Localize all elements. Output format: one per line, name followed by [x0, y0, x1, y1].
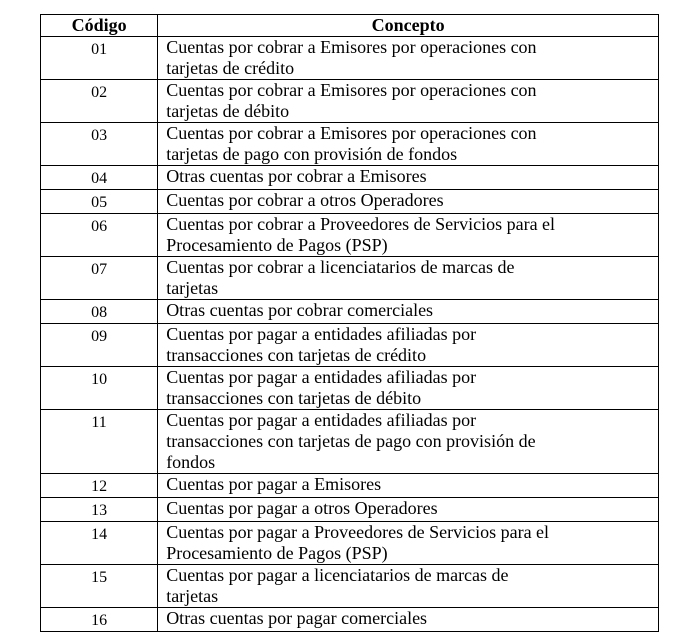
row-code: 14 [41, 522, 158, 565]
row-concept: Cuentas por pagar a entidades afiliadas por transacciones con tarjetas de pago con provisión de fondos [158, 410, 659, 474]
row-code: 09 [41, 324, 158, 367]
table-row [41, 565, 659, 608]
row-concept: Otras cuentas por cobrar a Emisores [158, 166, 659, 190]
table-row [41, 80, 659, 123]
header-row [41, 15, 659, 37]
row-code: 15 [41, 565, 158, 608]
table-row [41, 300, 659, 324]
table-row [41, 214, 659, 257]
table-row [41, 37, 659, 80]
table-row [41, 410, 659, 474]
header-concept: Concepto [158, 15, 659, 37]
row-code: 12 [41, 474, 158, 498]
row-code: 16 [41, 608, 158, 632]
table-row [41, 324, 659, 367]
row-concept: Cuentas por cobrar a Emisores por operaciones con tarjetas de débito [158, 80, 659, 123]
row-concept: Cuentas por cobrar a licenciatarios de marcas de tarjetas [158, 257, 659, 300]
row-code: 11 [41, 410, 158, 474]
row-code: 01 [41, 37, 158, 80]
row-concept: Cuentas por pagar a entidades afiliadas por transacciones con tarjetas de crédito [158, 324, 659, 367]
row-concept: Cuentas por cobrar a Proveedores de Servicios para el Procesamiento de Pagos (PSP) [158, 214, 659, 257]
row-concept: Cuentas por pagar a entidades afiliadas por transacciones con tarjetas de débito [158, 367, 659, 410]
row-concept: Cuentas por pagar a licenciatarios de marcas de tarjetas [158, 565, 659, 608]
row-code: 10 [41, 367, 158, 410]
table-row [41, 608, 659, 632]
table-body [41, 37, 659, 632]
table-row [41, 123, 659, 166]
row-concept: Cuentas por pagar a Emisores [158, 474, 659, 498]
row-code: 07 [41, 257, 158, 300]
row-concept: Cuentas por pagar a otros Operadores [158, 498, 659, 522]
row-concept: Cuentas por cobrar a otros Operadores [158, 190, 659, 214]
row-code: 06 [41, 214, 158, 257]
row-code: 03 [41, 123, 158, 166]
table-row [41, 498, 659, 522]
row-code: 13 [41, 498, 158, 522]
row-concept: Otras cuentas por pagar comerciales [158, 608, 659, 632]
table-row [41, 257, 659, 300]
table-row [41, 367, 659, 410]
row-concept: Cuentas por cobrar a Emisores por operaciones con tarjetas de pago con provisión de fondos [158, 123, 659, 166]
row-code: 08 [41, 300, 158, 324]
table-row [41, 190, 659, 214]
row-concept: Otras cuentas por cobrar comerciales [158, 300, 659, 324]
table-row [41, 474, 659, 498]
codes-table [40, 14, 659, 632]
row-code: 04 [41, 166, 158, 190]
table-row [41, 522, 659, 565]
header-code: Código [41, 15, 158, 37]
row-code: 05 [41, 190, 158, 214]
row-concept: Cuentas por cobrar a Emisores por operaciones con tarjetas de crédito [158, 37, 659, 80]
row-concept: Cuentas por pagar a Proveedores de Servicios para el Procesamiento de Pagos (PSP) [158, 522, 659, 565]
table-row [41, 166, 659, 190]
row-code: 02 [41, 80, 158, 123]
